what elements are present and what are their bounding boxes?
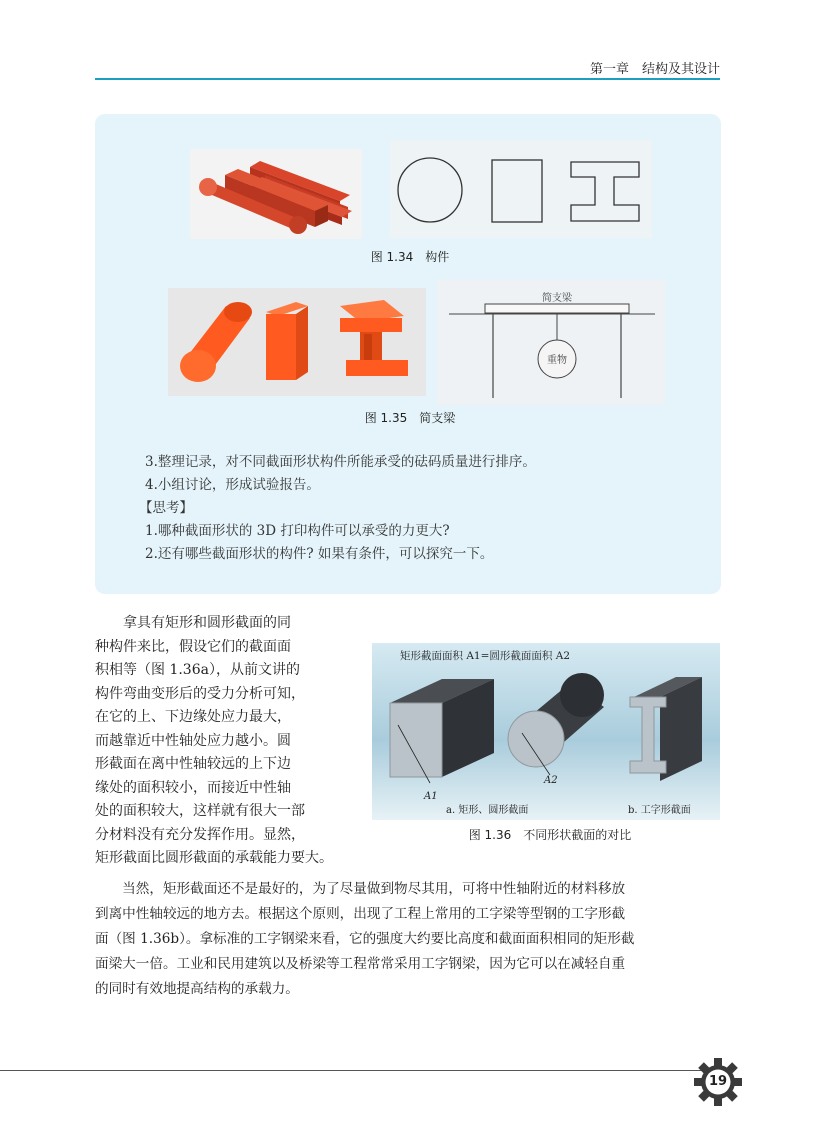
page-number: 19 (708, 1074, 728, 1089)
paragraph-1 (95, 612, 365, 871)
think-heading: 【思考】 (139, 500, 193, 516)
figure-1-35-diagram (437, 280, 665, 405)
paragraph-line: 拿具有矩形和圆形截面的同 (95, 615, 291, 631)
figure-1-36-image (372, 643, 720, 820)
subcaption-a: a. 矩形、圆形截面 (446, 805, 529, 816)
paragraph-2 (95, 877, 723, 1002)
step-4: 4.小组讨论，形成试验报告。 (145, 477, 320, 493)
rect-section-face (390, 703, 442, 777)
figure-1-34-caption: 图 1.34 构件 (370, 250, 450, 264)
footer-rule (0, 1070, 708, 1071)
paragraph-line: 积相等（图 1.36a），从前文讲的 (95, 662, 300, 678)
panel-steps (139, 451, 536, 566)
paragraph-line: 矩形截面比圆形截面的承载能力要大。 (95, 850, 333, 866)
label-a2: A2 (544, 775, 558, 786)
beam-rect (485, 304, 629, 313)
paragraph-line: 种构件来比，假设它们的截面面 (95, 638, 291, 655)
question-1: 1.哪种截面形状的 3D 打印构件可以承受的力更大? (145, 523, 450, 539)
figure-1-35-photo (168, 288, 426, 396)
paragraph-line: 面（图 1.36b）。拿标准的工字钢梁来看，它的强度大约要比高度和截面面积相同的矩形截 (95, 931, 635, 947)
figure-1-35-caption: 图 1.35 简支梁 (364, 411, 456, 425)
paragraph-line: 形截面在离中性轴较远的上下边 (95, 756, 291, 772)
paragraph-line: 到离中性轴较远的地方去。根据这个原则，出现了工程上常用的工字梁等型钢的工字形截 (95, 906, 626, 922)
beam-label: 简支梁 (542, 293, 572, 304)
paragraph-line: 而越靠近中性轴处应力越小。圆 (95, 732, 291, 749)
paragraph-line: 在它的上、下边缘处应力最大， (95, 709, 291, 725)
weight-label: 重物 (547, 355, 567, 366)
subcaption-b: b. 工字形截面 (628, 805, 691, 816)
step-3: 3.整理记录，对不同截面形状构件所能承受的砝码质量进行排序。 (145, 454, 536, 470)
figure-1-34-render (190, 149, 362, 239)
paragraph-line: 缘处的面积较小，而接近中性轴 (95, 779, 291, 796)
paragraph-line: 分材料没有充分发挥作用。显然， (95, 826, 305, 843)
figure-1-36-caption: 图 1.36 不同形状截面的对比 (468, 828, 632, 842)
area-equality-label: 矩形截面面积 A1=圆形截面面积 A2 (400, 650, 570, 662)
paragraph-line: 构件弯曲变形后的受力分析可知， (95, 685, 305, 702)
paragraph-line: 处的面积较大，这样就有很大一部 (95, 803, 305, 819)
question-2: 2.还有哪些截面形状的构件? 如果有条件，可以探究一下。 (145, 546, 494, 562)
running-header (95, 60, 720, 80)
figure-1-34-sections (390, 140, 652, 238)
paragraph-line: 当然，矩形截面还不是最好的，为了尽量做到物尽其用，可将中性轴附近的材料移放 (95, 881, 626, 897)
paragraph-line: 面梁大一倍。工业和民用建筑以及桥梁等工程常常采用工字钢梁，因为它可以在减轻自重 (95, 956, 626, 972)
circle-section-face (508, 711, 564, 767)
paragraph-line: 的同时有效地提高结构的承载力。 (95, 981, 299, 997)
label-a1: A1 (424, 791, 438, 802)
chapter-title: 第一章 结构及其设计 (589, 62, 720, 77)
